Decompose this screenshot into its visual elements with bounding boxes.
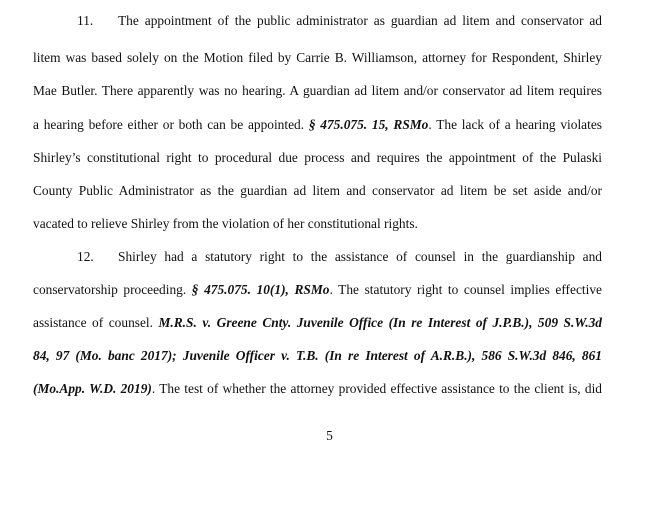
body-text: Shirley had a statutory right to the assistance of counsel in the guardianship and <box>118 249 602 264</box>
body-text: . The test of whether the attorney provided effective assistance to the client is, did <box>151 381 602 396</box>
paragraph-11-line-1 <box>77 13 602 29</box>
paragraph-11-line-6 <box>33 183 602 199</box>
body-text: conservatorship proceeding. <box>33 282 192 297</box>
paragraph-12-line-1 <box>77 249 602 265</box>
paragraph-11-line-4 <box>33 117 602 133</box>
paragraph-12-line-2 <box>33 282 602 298</box>
page-number: 5 <box>326 428 333 443</box>
paragraph-12-line-4 <box>33 348 602 364</box>
case-citation: M.R.S. v. Greene Cnty. Juvenile Office (In re Interest of J.P.B.), 509 S.W.3d <box>158 315 602 330</box>
paragraph-number: 11. <box>77 13 94 28</box>
paragraph-12-line-5 <box>33 381 602 397</box>
body-text: litem was based solely on the Motion filed by Carrie B. Williamson, attorney for Respondent, Shirley <box>33 50 602 65</box>
body-text: a hearing before either or both can be appointed. <box>33 117 309 132</box>
paragraph-12-line-3 <box>33 315 602 331</box>
body-text: assistance of counsel. <box>33 315 159 330</box>
paragraph-number: 12. <box>77 249 94 264</box>
body-text: . The statutory right to counsel implies effective <box>329 282 602 297</box>
body-text: Mae Butler. There apparently was no hearing. A guardian ad litem and/or conservator ad litem requires <box>33 83 602 98</box>
body-text: vacated to relieve Shirley from the violation of her constitutional rights. <box>33 216 418 231</box>
case-citation: 84, 97 (Mo. banc 2017); Juvenile Officer v. T.B. (In re Interest of A.R.B.), 586 S.W.3d 846, 861 <box>33 348 602 363</box>
body-text: The appointment of the public administrator as guardian ad litem and conservator ad <box>118 13 602 28</box>
body-text: . The lack of a hearing violates <box>428 117 602 132</box>
body-text: Shirley’s constitutional right to procedural due process and requires the appointment of the Pulaski <box>33 150 602 165</box>
statute-citation: § 475.075. 15, RSMo <box>308 117 429 132</box>
case-citation: (Mo.App. W.D. 2019) <box>33 381 152 396</box>
paragraph-11-line-3 <box>33 83 602 99</box>
paragraph-11-line-5 <box>33 150 602 166</box>
paragraph-11-line-7 <box>33 216 418 232</box>
paragraph-11-line-2 <box>33 50 602 66</box>
body-text: County Public Administrator as the guardian ad litem and conservator ad litem be set aside and/or <box>33 183 602 198</box>
statute-citation: § 475.075. 10(1), RSMo <box>191 282 330 297</box>
